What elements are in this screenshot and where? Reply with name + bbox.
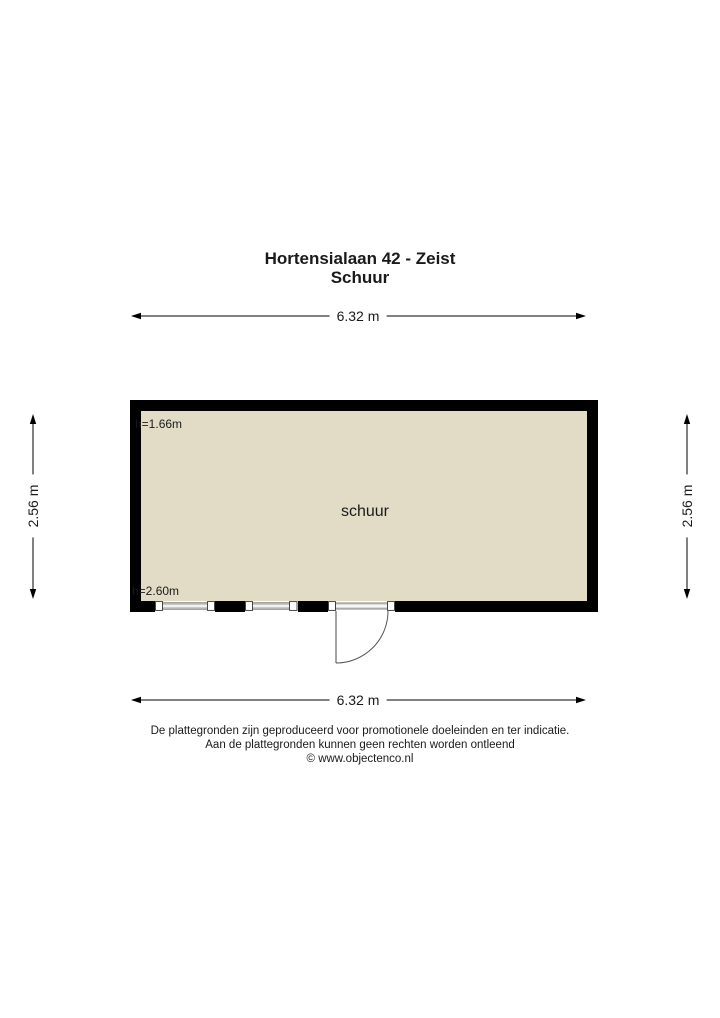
wall-right xyxy=(587,400,598,612)
dimension-label-right: 2.56 m xyxy=(679,475,695,538)
dimension-label-top: 6.32 m xyxy=(330,308,387,324)
title-address: Hortensialaan 42 - Zeist xyxy=(264,249,456,268)
footer-line-1: De plattegronden zijn geproduceerd voor promotionele doeleinden en ter indicatie. xyxy=(150,725,570,737)
door-swing-arc xyxy=(336,611,388,663)
room-name-label: schuur xyxy=(340,503,390,520)
wall-bottom-corner-left xyxy=(130,601,155,612)
ceiling-height-front-label: h=2.60m xyxy=(132,584,180,598)
title-subtitle: Schuur xyxy=(330,268,390,287)
wall-bottom-pier-2 xyxy=(298,601,328,612)
dimension-label-bottom: 6.32 m xyxy=(330,692,387,708)
footer-line-2: Aan de plattegronden kunnen geen rechten worden ontleend xyxy=(205,739,515,751)
wall-top xyxy=(130,400,598,411)
footer-copyright: © www.objectenco.nl xyxy=(306,753,414,765)
ceiling-height-back-label: h=1.66m xyxy=(135,417,183,431)
wall-left xyxy=(130,400,141,612)
window-2 xyxy=(246,602,298,611)
wall-bottom-right xyxy=(395,601,598,612)
window-1 xyxy=(156,602,215,611)
wall-bottom-pier-1 xyxy=(215,601,245,612)
footer-disclaimer xyxy=(0,724,720,766)
dimension-label-left: 2.56 m xyxy=(25,475,41,538)
